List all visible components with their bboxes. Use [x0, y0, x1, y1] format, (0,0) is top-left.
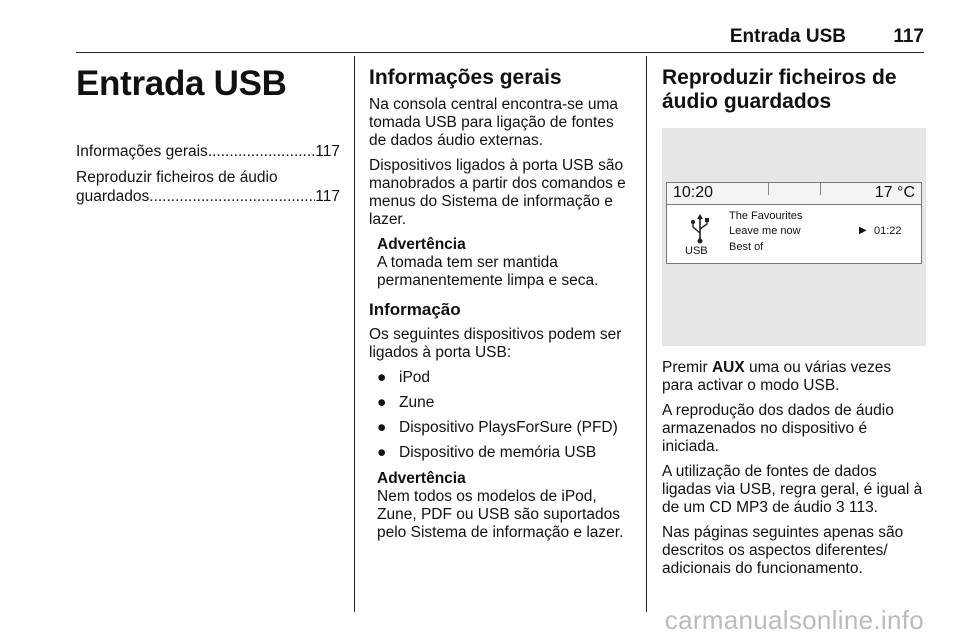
track-item: Best of	[729, 241, 764, 253]
left-column	[76, 60, 340, 213]
column-divider	[646, 56, 647, 612]
chapter-title: Entrada USB	[76, 64, 287, 103]
list-item: ● Dispositivo PlaysForSure (PFD)	[377, 419, 618, 436]
bullet-icon: ●	[377, 444, 387, 461]
play-time: 01:22	[874, 225, 902, 237]
toc-entry[interactable]	[76, 168, 340, 206]
bullet-icon: ●	[377, 369, 387, 386]
bullet-icon: ●	[377, 419, 387, 436]
list-item: ● iPod	[377, 369, 431, 386]
usb-icon	[689, 213, 711, 245]
infotainment-screen	[666, 182, 922, 264]
bullet-icon: ●	[377, 394, 387, 411]
subsection-heading: Informação	[369, 300, 461, 319]
header-title: Entrada USB	[729, 26, 846, 47]
paragraph: Dispositivos ligados à porta USB são manobrados a partir dos comandos e menus do Sistema de informação e lazer.	[369, 157, 626, 228]
list-item: ● Zune	[377, 394, 435, 411]
list-item: ● Dispositivo de memória USB	[377, 444, 597, 461]
play-icon: ▶	[859, 225, 867, 236]
middle-column	[369, 60, 633, 550]
toc-label: Informações gerais	[76, 143, 208, 160]
device-list	[377, 369, 633, 462]
aux-button-label: AUX	[711, 359, 745, 376]
track-item: Leave me now	[729, 225, 801, 237]
warning-text: Nem todos os modelos de iPod, Zune, PDF ou USB são suportados pelo Sistema de informação e lazer.	[377, 488, 624, 541]
section-heading: Informações gerais	[369, 66, 562, 89]
warning-note	[377, 236, 633, 290]
column-divider	[354, 56, 355, 612]
temperature: 17 °C	[874, 184, 915, 201]
clock-time: 10:20	[673, 184, 714, 201]
toc-label: guardados	[76, 188, 150, 205]
page-number: 117	[893, 26, 924, 47]
status-bar	[667, 183, 921, 205]
toc-label: Reproduzir ficheiros de áudio	[76, 169, 278, 186]
paragraph: A reprodução dos dados de áudio armazenados no dispositivo é iniciada.	[662, 402, 894, 455]
toc-entry[interactable]	[76, 142, 340, 161]
toc-leader	[149, 187, 315, 206]
page-reference[interactable]: 3 113.	[836, 499, 878, 516]
toc-page: 117	[315, 188, 340, 205]
paragraph: Premir AUX uma ou várias vezes para activar o modo USB.	[662, 359, 892, 394]
warning-note	[377, 470, 633, 542]
toc-page: 117	[315, 143, 340, 160]
page-header	[76, 26, 924, 53]
right-column	[662, 60, 926, 585]
warning-text: A tomada tem ser mantida permanentemente limpa e seca.	[377, 254, 599, 289]
paragraph: Na consola central encontra-se uma tomada USB para ligação de fontes de dados áudio externas.	[369, 96, 618, 149]
paragraph: A utilização de fontes de dados ligadas via USB, regra geral, é igual à de um CD MP3 de áudio 3 113.	[662, 463, 923, 516]
track-item: The Favourites	[729, 210, 803, 222]
warning-title: Advertência	[377, 236, 466, 253]
watermark: carmanualsonline.info	[664, 605, 924, 635]
toc-leader	[208, 142, 315, 161]
usb-label: USB	[685, 245, 708, 257]
paragraph: Nas páginas seguintes apenas são descritos os aspectos diferentes/ adicionais do funcionamento.	[662, 524, 904, 577]
display-illustration	[662, 128, 926, 346]
paragraph: Os seguintes dispositivos podem ser ligados à porta USB:	[369, 326, 622, 361]
section-heading: Reproduzir ficheiros de áudio guardados	[662, 66, 897, 113]
warning-title: Advertência	[377, 470, 466, 487]
